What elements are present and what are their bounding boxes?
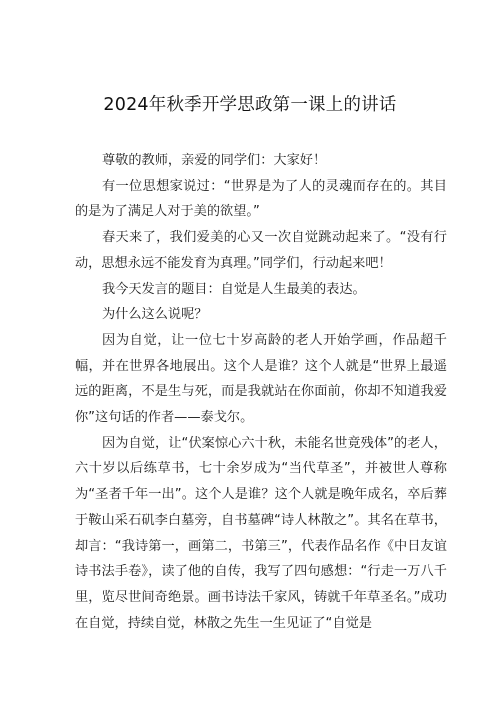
document-title: 2024年秋季开学思政第一课上的讲话 [103,95,397,115]
paragraph-spring: 春天来了，我们爱美的心又一次自觉跳动起来了。“没有行动，思想永远不能发育为真理。”同学们，行动起来吧！ [75,230,447,271]
paragraph-greeting: 尊敬的教师，亲爱的同学们：大家好！ [102,153,327,168]
paragraph-tagore: 因为自觉，让一位七十岁高龄的老人开始学画，作品超千幅，并在世界各地展出。这个人是谁？这个人就是“世界上最遥远的距离，不是生与死，而是我就站在你面前，你却不知道我爱你”这句话的作者——泰戈尔。 [75,332,447,426]
paragraph-topic: 我今天发言的题目：自觉是人生最美的表达。 [102,281,366,297]
paragraph-thinker-quote: 有一位思想家说过：“世界是为了人的灵魂而存在的。其目的是为了满足人对于美的欲望。” [75,178,447,220]
paragraph-question: 为什么这么说呢？ [102,307,208,323]
document-body [75,148,447,636]
paragraph-lin-sanzhi: 因为自觉，让“伏案惊心六十秋，未能名世竟残体”的老人，六十岁以后练草书，七十余岁成为“当代草圣”，并被世人尊称为“圣者千年一出”。这个人是谁？这个人就是晚年成名，卒后葬于鞍山采石矶李白墓旁，自书墓碑“诗人林散之”。其名在草书，却言：“我诗第一，画第二，书第三”，代表作品名作《中日友谊诗书法手卷》，读了他的自传，我写了四句感想：“行走一万八千里，览尽世间奇绝景。画书诗法千家风，铸就千年草圣名。”成功在自觉，持续自觉，林散之先生一生见证了“自觉是 [75,435,447,631]
